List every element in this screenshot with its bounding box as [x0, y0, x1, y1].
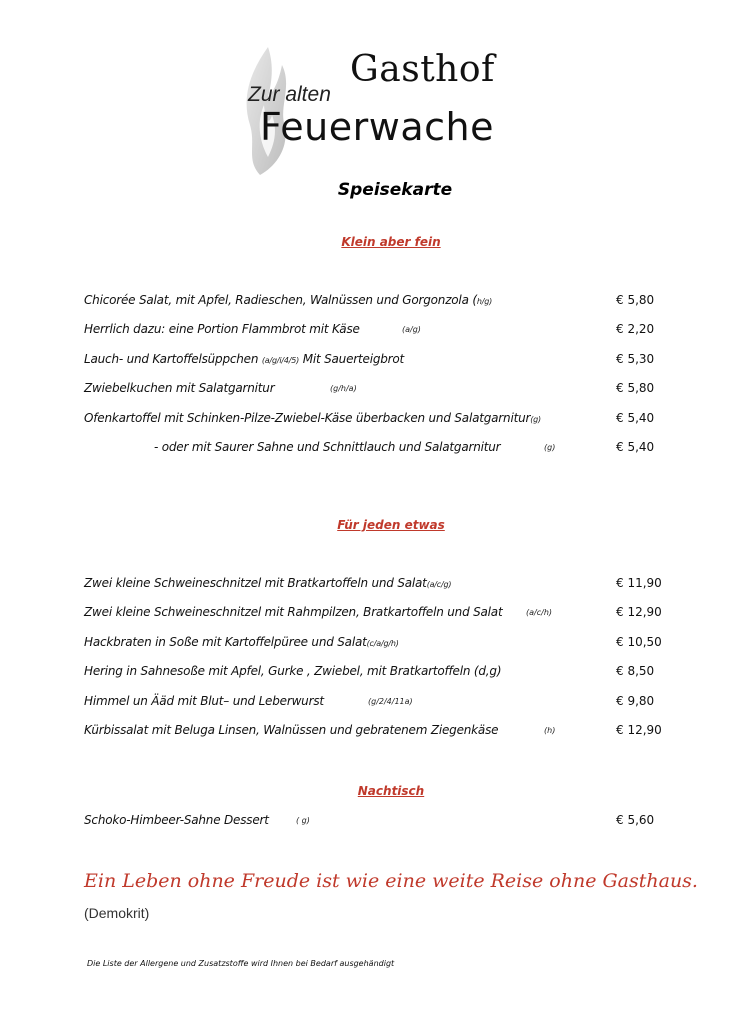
menu-item-allergens: (g) — [530, 415, 541, 424]
logo-text-feuerwache: Feuerwache — [260, 105, 494, 149]
menu-item — [84, 723, 664, 741]
menu-item-name: Kürbissalat mit Beluga Linsen, Walnüssen und gebratenem Ziegenkäse — [84, 723, 499, 737]
menu-item-price: € 11,90 — [616, 576, 662, 590]
menu-item — [84, 576, 664, 594]
menu-item — [84, 813, 664, 831]
menu-item — [84, 635, 664, 653]
menu-item-name: Lauch- und Kartoffelsüppchen (a/g/i/4/5) Mit Sauerteigbrot — [84, 352, 405, 366]
menu-item-allergens: (a/g) — [402, 325, 421, 334]
menu-item — [84, 605, 664, 623]
menu-item-name: Himmel un Ääd mit Blut– und Leberwurst — [84, 694, 324, 708]
menu-item-allergens: h/g) — [476, 297, 492, 306]
menu-item-name: Herrlich dazu: eine Portion Flammbrot mit Käse — [84, 322, 360, 336]
menu-item-price: € 5,80 — [616, 293, 655, 307]
menu-item-name: Hering in Sahnesoße mit Apfel, Gurke , Zwiebel, mit Bratkartoffeln (d,g) — [84, 664, 502, 678]
menu-item-name: Ofenkartoffel mit Schinken-Pilze-Zwiebel-Käse überbacken und Salatgarnitur(g) — [84, 411, 541, 425]
menu-item-allergens: (g/2/4/11a) — [368, 697, 413, 706]
section-heading-nachtisch: Nachtisch — [357, 784, 425, 798]
menu-item-price: € 5,30 — [616, 352, 655, 366]
menu-item-price: € 10,50 — [616, 635, 662, 649]
logo-text-zur-alten: Zur alten — [248, 83, 331, 106]
menu-item — [84, 664, 664, 682]
quote-author: (Demokrit) — [84, 905, 150, 921]
section-heading-fuer-jeden-etwas: Für jeden etwas — [337, 518, 445, 532]
menu-item-allergens: (a/c/h) — [526, 608, 553, 617]
allergen-footnote: Die Liste der Allergene und Zusatzstoffe wird Ihnen bei Bedarf ausgehändigt — [87, 959, 395, 968]
menu-item-allergens: (h) — [544, 726, 556, 735]
menu-item-price: € 8,50 — [616, 664, 655, 678]
menu-item — [84, 352, 664, 370]
menu-item-allergens: (c/a/g/h) — [366, 639, 399, 648]
menu-item-name: - oder mit Saurer Sahne und Schnittlauch und Salatgarnitur — [154, 440, 501, 454]
menu-item — [84, 381, 664, 399]
menu-item-name: Hackbraten in Soße mit Kartoffelpüree und Salat(c/a/g/h) — [84, 635, 399, 649]
menu-item-price: € 5,60 — [616, 813, 655, 827]
page-title: Speisekarte — [337, 180, 453, 200]
menu-item — [84, 694, 664, 712]
menu-item-name: Schoko-Himbeer-Sahne Dessert — [84, 813, 269, 827]
menu-item — [84, 322, 664, 340]
menu-item-name: Zwiebelkuchen mit Salatgarnitur — [84, 381, 275, 395]
restaurant-logo — [238, 45, 523, 177]
section-heading-klein-aber-fein: Klein aber fein — [341, 235, 441, 249]
menu-item-name: Zwei kleine Schweineschnitzel mit Rahmpilzen, Bratkartoffeln und Salat — [84, 605, 503, 619]
menu-item-name: Chicorée Salat, mit Apfel, Radieschen, Walnüssen und Gorgonzola (h/g) — [84, 293, 492, 307]
menu-item-price: € 12,90 — [616, 605, 662, 619]
menu-item-allergens: (g/h/a) — [330, 384, 357, 393]
menu-item-price: € 5,80 — [616, 381, 655, 395]
menu-item — [84, 411, 664, 429]
menu-item-price: € 9,80 — [616, 694, 655, 708]
menu-item-allergens: (a/c/g) — [426, 580, 452, 589]
menu-item-price: € 12,90 — [616, 723, 662, 737]
menu-item-price: € 5,40 — [616, 411, 655, 425]
menu-item-allergens: (a/g/i/4/5) — [261, 356, 300, 365]
logo-text-gasthof: Gasthof — [350, 49, 495, 90]
menu-item-allergens: (g) — [544, 443, 556, 452]
quote-text: Ein Leben ohne Freude ist wie eine weite Reise ohne Gasthaus. — [84, 870, 698, 892]
menu-item-allergens: ( g) — [296, 816, 310, 825]
menu-item-name: Zwei kleine Schweineschnitzel mit Bratkartoffeln und Salat(a/c/g) — [84, 576, 452, 590]
menu-item-price: € 5,40 — [616, 440, 655, 454]
menu-item — [84, 440, 664, 458]
menu-item-price: € 2,20 — [616, 322, 655, 336]
menu-item — [84, 293, 664, 311]
